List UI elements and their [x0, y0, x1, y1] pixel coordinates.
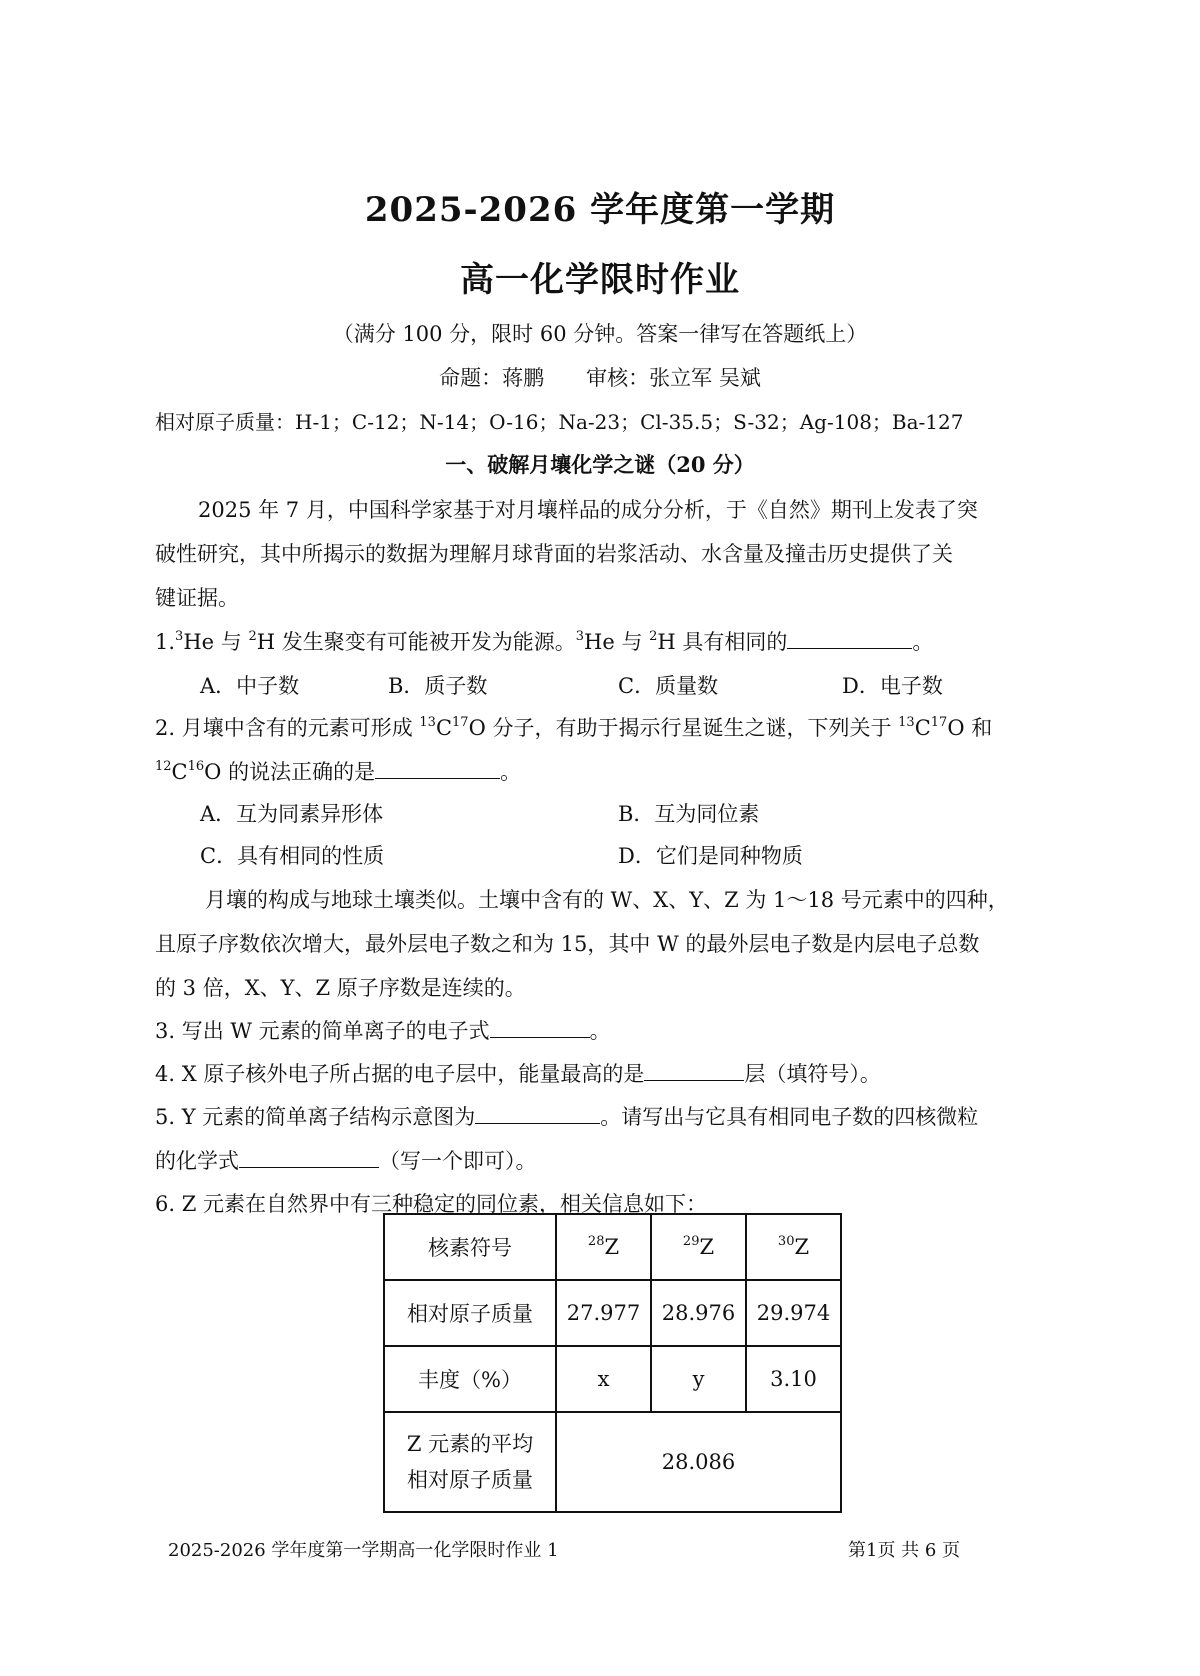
atomic-masses: 相对原子质量：H-1；C-12；N-14；O-16；Na-23；Cl-35.5；S-32；Ag-108；Ba-127 [155, 410, 964, 434]
q2-option-b: B．互为同位素 [618, 802, 760, 826]
table-row [384, 1280, 841, 1346]
row-label-average: Z 元素的平均 相对原子质量 [384, 1412, 556, 1512]
table-cell: x [556, 1346, 651, 1412]
question-5-line-1: 5. Y 元素的简单离子结构示意图为 。请写出与它具有相同电子数的四核微粒 [155, 1105, 979, 1129]
table-row [384, 1412, 841, 1512]
title-term: 2025-2026 学年度第一学期 [364, 190, 836, 230]
q1-option-a: A．中子数 [200, 674, 300, 698]
authors-line: 命题：蒋鹏 审核：张立军 吴斌 [439, 366, 761, 390]
q2-option-c: C．具有相同的性质 [200, 844, 385, 868]
answer-blank [490, 1019, 590, 1038]
passage-line-1: 月壤的构成与地球土壤类似。土壤中含有的 W、X、Y、Z 为 1～18 号元素中的四种， [205, 888, 1009, 912]
question-5-line-2: 的化学式 （写一个即可）。 [155, 1149, 537, 1173]
footer-title: 2025-2026 学年度第一学期高一化学限时作业 1 [168, 1540, 559, 1561]
isotope-29: $^{29}$Z [651, 1214, 746, 1280]
table-cell: 28.976 [651, 1280, 746, 1346]
section-heading: 一、破解月壤化学之谜（20 分） [445, 452, 755, 477]
row-label-abundance: 丰度（%） [384, 1346, 556, 1412]
question-2-line-2: $^{12}C^{16}O$ 的说法正确的是 。 [155, 759, 522, 784]
intro-line-2: 破性研究，其中所揭示的数据为理解月球背面的岩浆活动、水含量及撞击历史提供了关 [155, 542, 953, 566]
passage-line-2: 且原子序数依次增大，最外层电子数之和为 15，其中 W 的最外层电子数是内层电子总数 [155, 932, 980, 956]
answer-blank [375, 760, 500, 779]
average-mass-value: 28.086 [556, 1412, 841, 1512]
answer-blank [644, 1062, 744, 1081]
isotope-28: $^{28}$Z [556, 1214, 651, 1280]
q1-option-d: D．电子数 [842, 674, 943, 698]
title-subject: 高一化学限时作业 [460, 260, 740, 300]
question-4: 4. X 原子核外电子所占据的电子层中，能量最高的是 层（填符号）。 [155, 1062, 881, 1086]
question-2-line-1: 2. 月壤中含有的元素可形成 $^{13}C^{17}O$ 分子，有助于揭示行星诞生之谜，下列关于 $^{13}C^{17}O$ 和 [155, 715, 993, 740]
passage-line-3: 的 3 倍，X、Y、Z 原子序数是连续的。 [155, 976, 526, 1000]
table-cell: 29.974 [746, 1280, 841, 1346]
isotope-table [383, 1213, 842, 1513]
row-label-mass: 相对原子质量 [384, 1280, 556, 1346]
question-3: 3. 写出 W 元素的简单离子的电子式 。 [155, 1019, 611, 1043]
q2-option-a: A．互为同素异形体 [200, 802, 384, 826]
answer-blank [475, 1105, 600, 1124]
q1-option-b: B．质子数 [388, 674, 488, 698]
table-row [384, 1214, 841, 1280]
exam-notice: （满分 100 分，限时 60 分钟。答案一律写在答题纸上） [332, 322, 868, 346]
page-number: 第1页 共 6 页 [848, 1540, 961, 1561]
table-cell: 27.977 [556, 1280, 651, 1346]
intro-line-3: 键证据。 [155, 586, 239, 610]
q2-option-d: D．它们是同种物质 [618, 844, 803, 868]
table-row [384, 1346, 841, 1412]
question-6: 6. Z 元素在自然界中有三种稳定的同位素，相关信息如下： [155, 1192, 707, 1216]
table-cell: 3.10 [746, 1346, 841, 1412]
question-1: 1.$^3$He 与 $^2$H 发生聚变有可能被开发为能源。$^3$He 与 $^2$H 具有相同的 。 [155, 629, 934, 654]
q1-option-c: C．质量数 [618, 674, 719, 698]
table-cell: y [651, 1346, 746, 1412]
answer-blank [239, 1149, 379, 1168]
answer-blank [787, 630, 912, 649]
isotope-30: $^{30}$Z [746, 1214, 841, 1280]
table-header-label: 核素符号 [384, 1214, 556, 1280]
intro-line-1: 2025 年 7 月，中国科学家基于对月壤样品的成分分析，于《自然》期刊上发表了突 [198, 498, 978, 522]
